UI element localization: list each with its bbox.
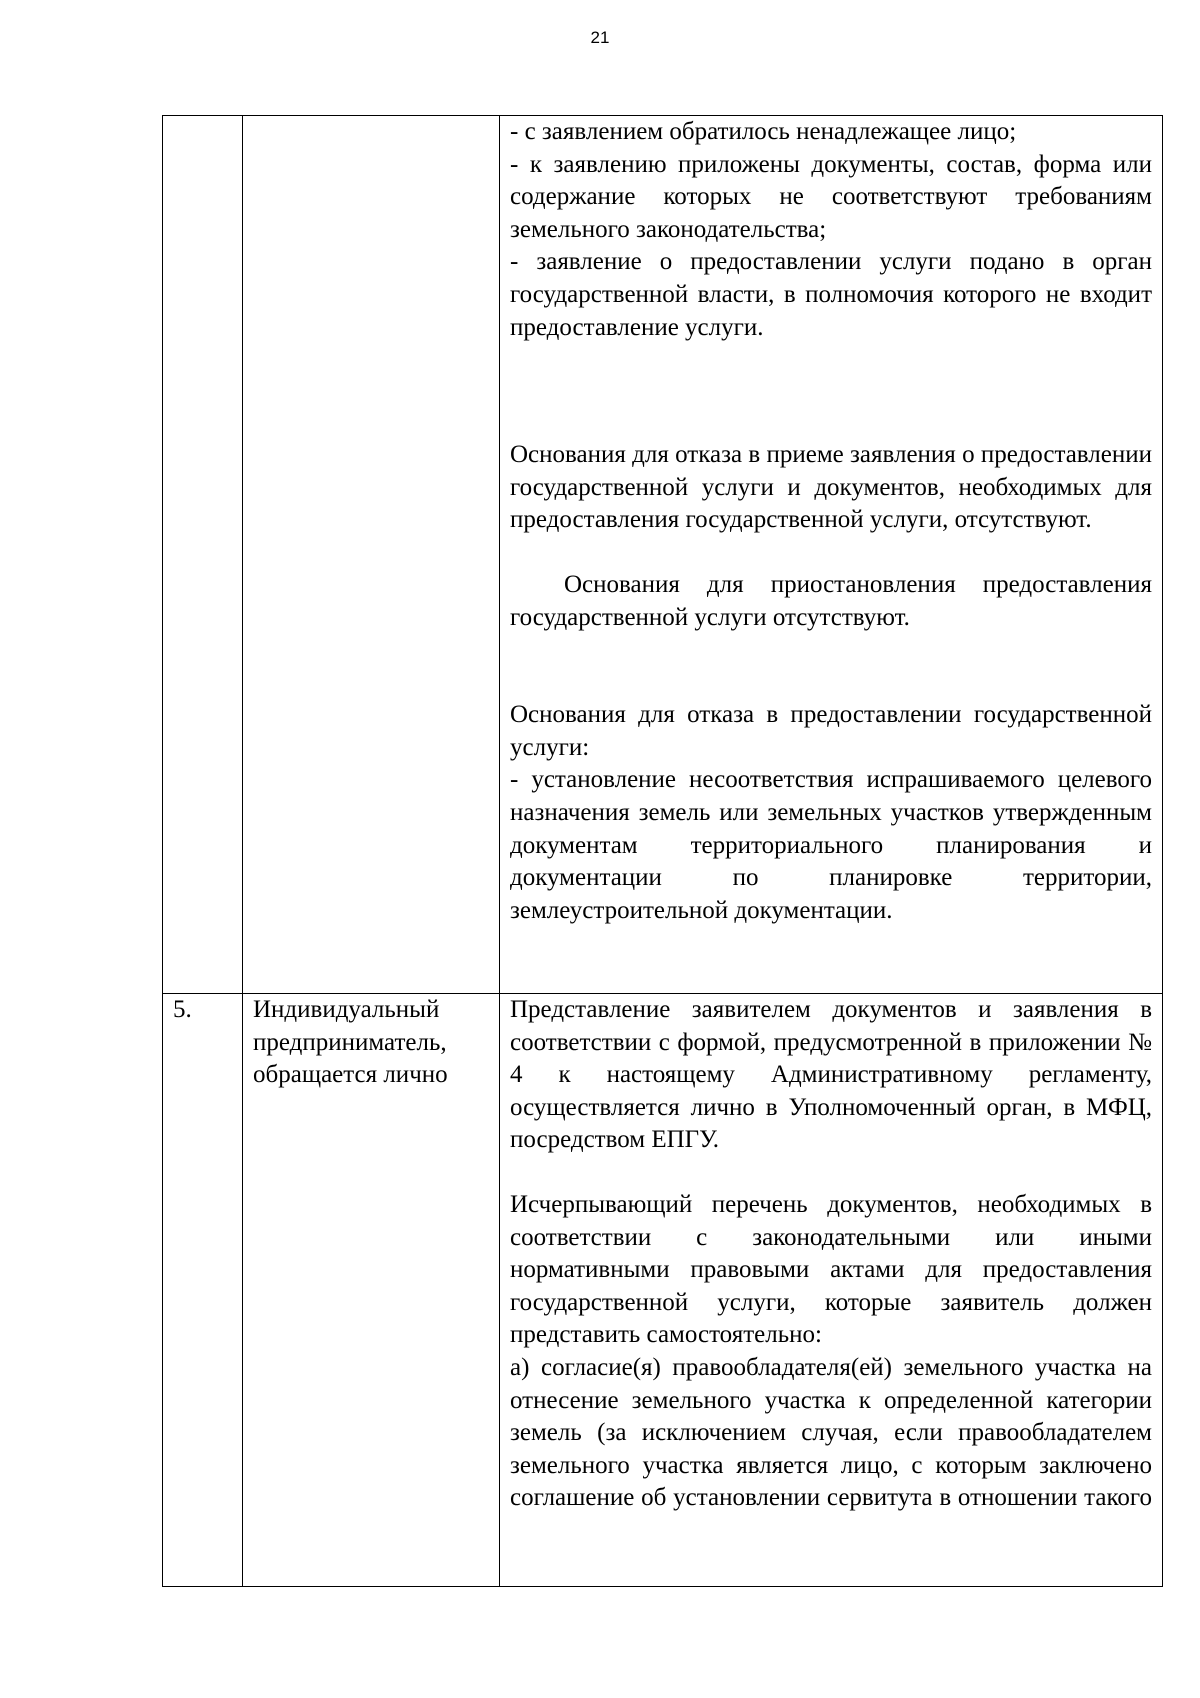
refusal-reason-3: - заявление о предоставлении услуги подано в орган государственной власти, в полномочия которого не входит предоставление услуги. [510, 248, 1152, 341]
submission-method: Представление заявителем документов и заявления в соответствии с формой, предусмотренной в приложении № 4 к настоящему Административному регламенту, осуществляется лично в Уполномоченный орган, в МФЦ, посредством ЕПГУ. [510, 996, 1152, 1154]
description-cell [500, 116, 1163, 994]
row-number-cell [163, 116, 243, 994]
document-item-a: а) согласие(я) правообладателя(ей) земельного участка на отнесение земельного участка к определенной категории земель (за исключением случая, если правообладателем земельного участка является лицо, с которым заключено соглашение об установлении сервитута в отношении такого [510, 1353, 1152, 1512]
page-number: 21 [590, 28, 610, 47]
refusal-reason-2: - к заявлению приложены документы, состав, форма или содержание которых не соответствуют требованиям земельного законодательства; [510, 150, 1152, 243]
denial-ground-1: - установление несоответствия испрашиваемого целевого назначения земель или земельных участков утвержденным документам территориального планирования и документации по планировке территории, землеустроительной документации. [510, 766, 1152, 924]
table-row [163, 994, 1163, 1587]
no-suspension-grounds: Основания для приостановления предоставления государственной услуги отсутствуют. [510, 570, 1152, 631]
applicant-cell [243, 116, 500, 994]
documents-list-heading: Исчерпывающий перечень документов, необходимых в соответствии с законодательными или иными нормативными правовыми актами для предоставления государственной услуги, которые заявитель должен представить самостоятельно: [510, 1190, 1152, 1349]
row-number-cell: 5. [163, 994, 243, 1587]
denial-grounds-heading: Основания для отказа в предоставлении государственной услуги: [510, 701, 1152, 761]
service-table [162, 115, 1163, 1587]
table-row [163, 116, 1163, 994]
description-cell [500, 994, 1163, 1587]
applicant-cell: Индивидуальный предприниматель, обращается лично [243, 994, 500, 1587]
refusal-reason-1: - с заявлением обратилось ненадлежащее лицо; [510, 118, 1017, 145]
no-refusal-grounds: Основания для отказа в приеме заявления о предоставлении государственной услуги и документов, необходимых для предоставления государственной услуги, отсутствуют. [510, 441, 1152, 534]
